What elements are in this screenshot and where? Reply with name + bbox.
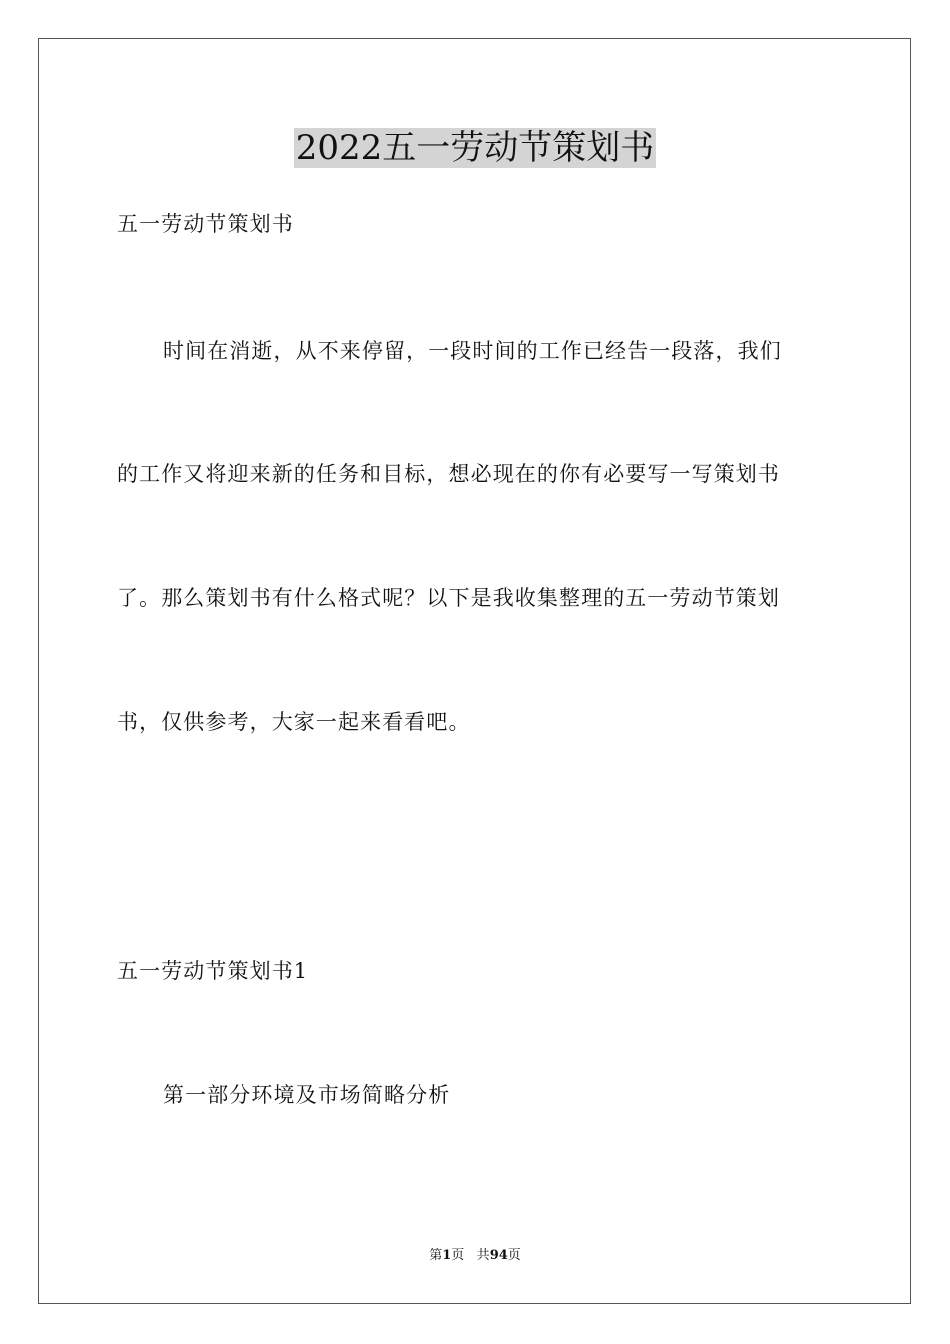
document-subtitle: 五一劳动节策划书 (117, 212, 294, 236)
document-title (0, 126, 950, 170)
footer-total-pages: 94 (489, 1248, 508, 1263)
footer-total-prefix: 共 (476, 1248, 490, 1263)
intro-line-1: 时间在消逝，从不来停留，一段时间的工作已经告一段落，我们 (163, 339, 782, 363)
section-heading: 五一劳动节策划书1 (117, 959, 309, 983)
footer-page-suffix: 页 (451, 1248, 465, 1263)
section-1-heading: 第一部分环境及市场简略分析 (163, 1083, 451, 1107)
intro-line-4: 书，仅供参考，大家一起来看看吧。 (117, 710, 471, 734)
footer-page-prefix: 第 (429, 1248, 443, 1263)
footer-page-number: 1 (442, 1248, 452, 1263)
document-title-text: 2022五一劳动节策划书 (295, 128, 655, 168)
footer-total-suffix: 页 (507, 1248, 521, 1263)
page-footer (0, 1247, 950, 1265)
intro-line-2: 的工作又将迎来新的任务和目标，想必现在的你有必要写一写策划书 (117, 462, 780, 486)
intro-line-3: 了。那么策划书有什么格式呢？以下是我收集整理的五一劳动节策划 (117, 586, 780, 610)
